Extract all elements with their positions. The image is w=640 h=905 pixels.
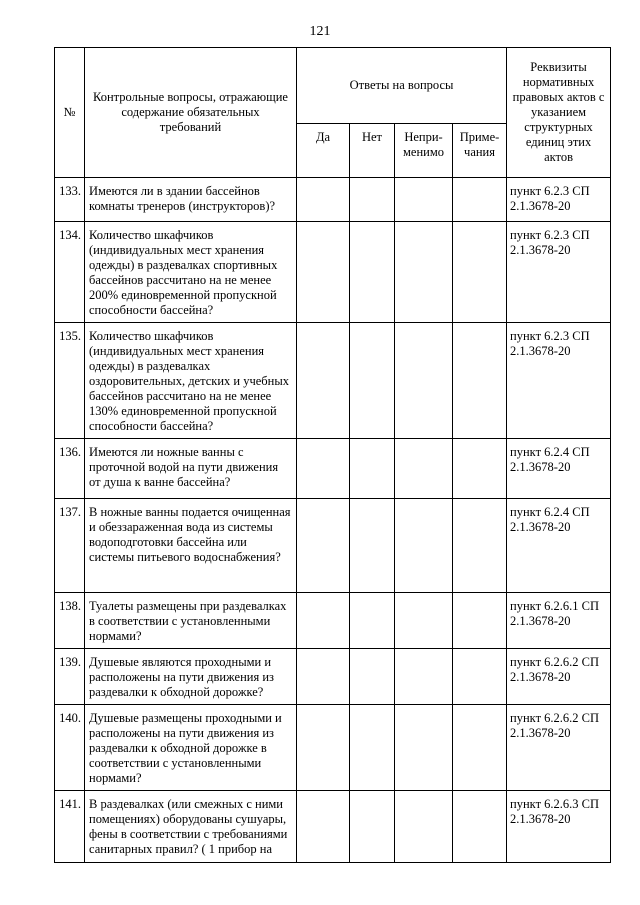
row-question: В раздевалках (или смежных с ними помещениях) оборудованы сушуары, фены в соответствии с требованиями санитарных правил? ( 1 прибор на <box>85 791 297 863</box>
row-question: Душевые являются проходными и расположены на пути движения из раздевалки к обходной дорожке? <box>85 649 297 705</box>
answer-yes-cell[interactable] <box>297 178 350 222</box>
row-requisites: пункт 6.2.3 СП 2.1.3678-20 <box>507 323 611 439</box>
row-question: Имеются ли в здании бассейнов комнаты тренеров (инструкторов)? <box>85 178 297 222</box>
answer-notes-cell[interactable] <box>453 323 507 439</box>
row-question: Количество шкафчиков (индивидуальных мест хранения одежды) в раздевалках спортивных бассейнов рассчитано на не менее 200% единовременной пропускной способности бассейна? <box>85 222 297 323</box>
answer-yes-cell[interactable] <box>297 593 350 649</box>
table-row <box>55 705 611 791</box>
row-number: 140. <box>55 705 85 791</box>
row-requisites: пункт 6.2.6.2 СП 2.1.3678-20 <box>507 705 611 791</box>
answer-not-applicable-cell[interactable] <box>395 439 453 499</box>
answer-notes-cell[interactable] <box>453 499 507 593</box>
table-row <box>55 222 611 323</box>
row-requisites: пункт 6.2.6.3 СП 2.1.3678-20 <box>507 791 611 863</box>
answer-not-applicable-cell[interactable] <box>395 499 453 593</box>
row-number: 138. <box>55 593 85 649</box>
row-requisites: пункт 6.2.4 СП 2.1.3678-20 <box>507 439 611 499</box>
header-no: Нет <box>350 124 395 178</box>
answer-no-cell[interactable] <box>350 178 395 222</box>
answer-no-cell[interactable] <box>350 439 395 499</box>
answer-yes-cell[interactable] <box>297 222 350 323</box>
checklist-table <box>54 47 611 863</box>
answer-not-applicable-cell[interactable] <box>395 705 453 791</box>
answer-yes-cell[interactable] <box>297 791 350 863</box>
row-number: 137. <box>55 499 85 593</box>
answer-notes-cell[interactable] <box>453 791 507 863</box>
row-requisites: пункт 6.2.3 СП 2.1.3678-20 <box>507 178 611 222</box>
answer-yes-cell[interactable] <box>297 439 350 499</box>
answer-not-applicable-cell[interactable] <box>395 222 453 323</box>
row-requisites: пункт 6.2.6.2 СП 2.1.3678-20 <box>507 649 611 705</box>
answer-no-cell[interactable] <box>350 593 395 649</box>
row-requisites: пункт 6.2.6.1 СП 2.1.3678-20 <box>507 593 611 649</box>
row-question: Душевые размещены проходными и расположены на пути движения из раздевалки к обходной дорожке в соответствии с установленными нормами? <box>85 705 297 791</box>
answer-notes-cell[interactable] <box>453 222 507 323</box>
answer-notes-cell[interactable] <box>453 593 507 649</box>
answer-no-cell[interactable] <box>350 649 395 705</box>
row-number: 133. <box>55 178 85 222</box>
row-requisites: пункт 6.2.3 СП 2.1.3678-20 <box>507 222 611 323</box>
header-not-applicable: Непри- менимо <box>395 124 453 178</box>
row-number: 134. <box>55 222 85 323</box>
answer-yes-cell[interactable] <box>297 705 350 791</box>
answer-yes-cell[interactable] <box>297 649 350 705</box>
header-num: № <box>55 48 85 178</box>
row-requisites: пункт 6.2.4 СП 2.1.3678-20 <box>507 499 611 593</box>
answer-not-applicable-cell[interactable] <box>395 593 453 649</box>
answer-notes-cell[interactable] <box>453 649 507 705</box>
table-row <box>55 791 611 863</box>
row-question: Количество шкафчиков (индивидуальных мест хранения одежды) в раздевалках оздоровительных, детских и учебных бассейнов рассчитано на не менее 130% единовременной пропускной способности бассейна? <box>85 323 297 439</box>
table-row <box>55 323 611 439</box>
table-row <box>55 649 611 705</box>
answer-notes-cell[interactable] <box>453 705 507 791</box>
answer-no-cell[interactable] <box>350 323 395 439</box>
page-number: 121 <box>309 24 331 39</box>
answer-no-cell[interactable] <box>350 705 395 791</box>
row-number: 139. <box>55 649 85 705</box>
table-row <box>55 593 611 649</box>
row-number: 136. <box>55 439 85 499</box>
answer-not-applicable-cell[interactable] <box>395 791 453 863</box>
answer-not-applicable-cell[interactable] <box>395 178 453 222</box>
row-question: Имеются ли ножные ванны с проточной водой на пути движения от душа к ванне бассейна? <box>85 439 297 499</box>
table-row <box>55 178 611 222</box>
answer-yes-cell[interactable] <box>297 499 350 593</box>
header-answers-group: Ответы на вопросы <box>297 48 507 124</box>
answer-not-applicable-cell[interactable] <box>395 323 453 439</box>
answer-no-cell[interactable] <box>350 499 395 593</box>
answer-no-cell[interactable] <box>350 791 395 863</box>
header-question: Контрольные вопросы, отражающие содержание обязательных требований <box>85 48 297 178</box>
row-number: 135. <box>55 323 85 439</box>
answer-no-cell[interactable] <box>350 222 395 323</box>
header-notes: Приме- чания <box>453 124 507 178</box>
answer-notes-cell[interactable] <box>453 439 507 499</box>
row-number: 141. <box>55 791 85 863</box>
table-row <box>55 499 611 593</box>
answer-yes-cell[interactable] <box>297 323 350 439</box>
header-requisites: Реквизиты нормативных правовых актов с указанием структурных единиц этих актов <box>507 48 611 178</box>
header-yes: Да <box>297 124 350 178</box>
table-row <box>55 439 611 499</box>
answer-not-applicable-cell[interactable] <box>395 649 453 705</box>
row-question: Туалеты размещены при раздевалках в соответствии с установленными нормами? <box>85 593 297 649</box>
answer-notes-cell[interactable] <box>453 178 507 222</box>
row-question: В ножные ванны подается очищенная и обеззараженная вода из системы водоподготовки бассейна или системы питьевого водоснабжения? <box>85 499 297 593</box>
